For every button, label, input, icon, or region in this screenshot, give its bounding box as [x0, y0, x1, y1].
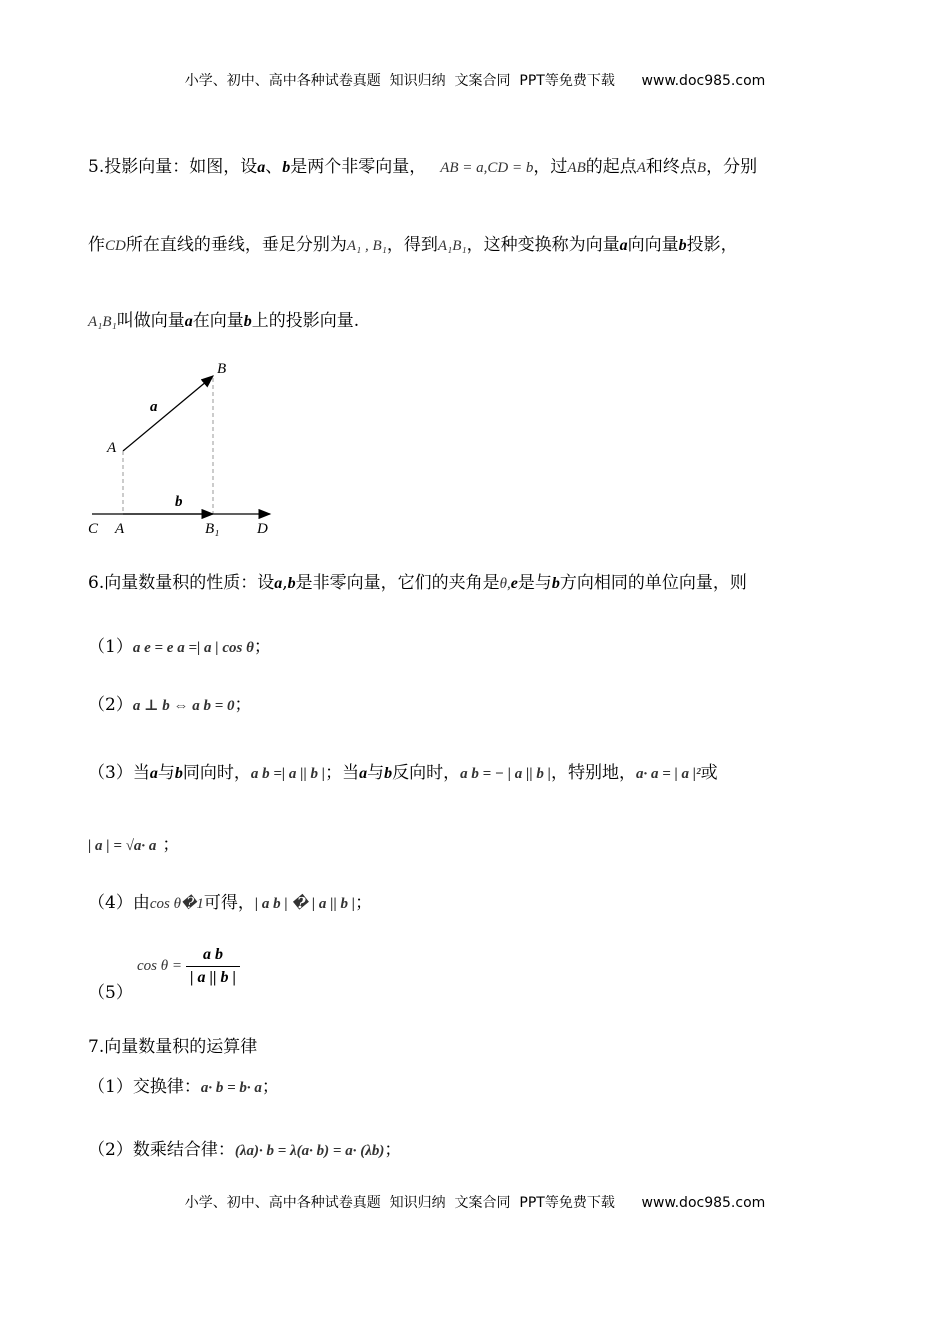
text: 是非零向量，它们的夹角是	[295, 573, 500, 593]
s5-line1	[88, 152, 757, 177]
vec-e: e	[510, 575, 518, 592]
vec-a: a	[149, 765, 158, 782]
s6-prop4	[88, 888, 372, 913]
formula: a b =| a || b |	[250, 766, 326, 782]
vec-b: b	[384, 765, 393, 782]
text: ，过	[533, 157, 568, 177]
numerator: a b	[203, 946, 223, 963]
fraction	[186, 946, 240, 987]
s6-prop3-cont	[88, 830, 179, 855]
text: ，得到	[386, 235, 438, 255]
text: 6.向量数量积的性质：设	[88, 573, 275, 593]
page-footer: 小学、初中、高中各种试卷真题 知识归纳 文案合同 PPT等免费下载 www.doc985.com	[184, 1195, 766, 1211]
vec-b: b	[243, 313, 252, 330]
text: 反向时，	[392, 763, 461, 783]
text: 5.投影向量：如图，设	[88, 157, 258, 177]
s6-prop1	[88, 632, 271, 657]
label-b: b	[175, 494, 183, 510]
formula: B	[696, 160, 707, 176]
text: 作	[88, 235, 105, 255]
formula: a· b = b· a	[200, 1080, 262, 1096]
s7-rule1	[88, 1072, 279, 1097]
text: 与	[157, 763, 175, 783]
vec-a: a	[257, 159, 266, 176]
text: ，分别	[706, 157, 758, 177]
text: 是与	[517, 573, 552, 593]
num: （2）	[88, 695, 133, 715]
text: ；	[261, 1077, 279, 1097]
label-A-foot: A	[115, 521, 125, 537]
vec-b: b	[282, 159, 291, 176]
s7-title: 7.向量数量积的运算律	[88, 1037, 258, 1057]
formula: AB = a,CD = b	[440, 160, 534, 176]
formula: | a b | � | a || b |	[254, 896, 356, 912]
text: 方向相同的单位向量，则	[559, 573, 747, 593]
text: 投影，	[686, 235, 738, 255]
text: ；当	[325, 763, 360, 783]
formula: θ,	[499, 576, 511, 592]
formula: A₁B₁	[88, 314, 117, 330]
text: 和终点	[645, 157, 697, 177]
vec-b: b	[287, 575, 296, 592]
s6-prop2	[88, 690, 252, 715]
vec-b: b	[551, 575, 560, 592]
vec-a: a	[359, 765, 368, 782]
num: （3）	[88, 763, 133, 783]
vec-a: a	[184, 313, 193, 330]
text: ；	[162, 835, 180, 855]
formula: CD	[105, 238, 126, 254]
label-a: a	[150, 399, 158, 415]
projection-figure	[80, 356, 280, 541]
num: （5）	[88, 983, 133, 1003]
text: ；	[234, 695, 252, 715]
vector-a-line	[123, 376, 213, 451]
text: 叫做向量	[116, 311, 185, 331]
text: ,	[282, 573, 288, 593]
formula: a e = e a =| a | cos θ	[132, 640, 254, 656]
formula: cos θ�1	[149, 896, 204, 912]
text: 、	[265, 157, 283, 177]
cos-theta: cos θ =	[137, 958, 182, 974]
text: ，这种变换称为向量	[466, 235, 620, 255]
denominator: | a || b |	[189, 969, 237, 986]
s6-intro	[88, 568, 747, 593]
num: （1）	[88, 637, 133, 657]
label-A: A	[107, 440, 117, 456]
page-header: 小学、初中、高中各种试卷真题 知识归纳 文案合同 PPT等免费下载 www.doc985.com	[184, 73, 766, 89]
text: 的起点	[585, 157, 637, 177]
text: 所在直线的垂线，垂足分别为	[125, 235, 347, 255]
text: 向向量	[627, 235, 679, 255]
num: （4）	[88, 893, 133, 913]
label-B: B	[217, 361, 227, 377]
formula: A₁ , B₁	[346, 238, 387, 254]
text: （1）交换律：	[88, 1077, 201, 1097]
text: 当	[132, 763, 150, 783]
text: ；	[384, 1140, 402, 1160]
label-D: D	[257, 521, 268, 537]
text: 由	[132, 893, 150, 913]
text: 可得，	[203, 893, 255, 913]
text: ，特别地，	[550, 763, 636, 783]
s6-prop3	[88, 758, 718, 783]
formula: a· a = | a |²	[635, 766, 701, 782]
label-C: C	[88, 521, 99, 537]
vec-b: b	[678, 237, 687, 254]
fraction-bar	[186, 966, 240, 967]
s6-prop5-formula	[137, 946, 240, 987]
text: （2）数乘结合律：	[88, 1140, 235, 1160]
formula: A₁B₁	[437, 238, 467, 254]
text: ；	[355, 893, 373, 913]
vec-a: a	[619, 237, 628, 254]
text: 同向时，	[182, 763, 251, 783]
formula: a b = − | a || b |	[460, 766, 551, 782]
s5-line3	[88, 306, 359, 331]
text: 上的投影向量.	[251, 311, 360, 331]
s6-prop5-num	[88, 978, 133, 1003]
formula: | a | = √a· a	[88, 838, 157, 854]
label-B1: B₁	[205, 521, 220, 537]
text: 或	[700, 763, 718, 783]
vec-a: a	[274, 575, 283, 592]
formula: AB	[567, 160, 586, 176]
text: 是两个非零向量，	[290, 157, 427, 177]
formula: A	[636, 160, 646, 176]
text: ；	[253, 637, 271, 657]
text: 与	[367, 763, 385, 783]
formula: (λa)· b = λ(a· b) = a· (λb)	[234, 1143, 385, 1159]
vec-b: b	[174, 765, 183, 782]
s7-rule2	[88, 1135, 401, 1160]
formula: a ⊥ b ⇔ a b = 0	[132, 698, 235, 714]
text: 在向量	[192, 311, 244, 331]
s5-line2	[88, 230, 738, 255]
